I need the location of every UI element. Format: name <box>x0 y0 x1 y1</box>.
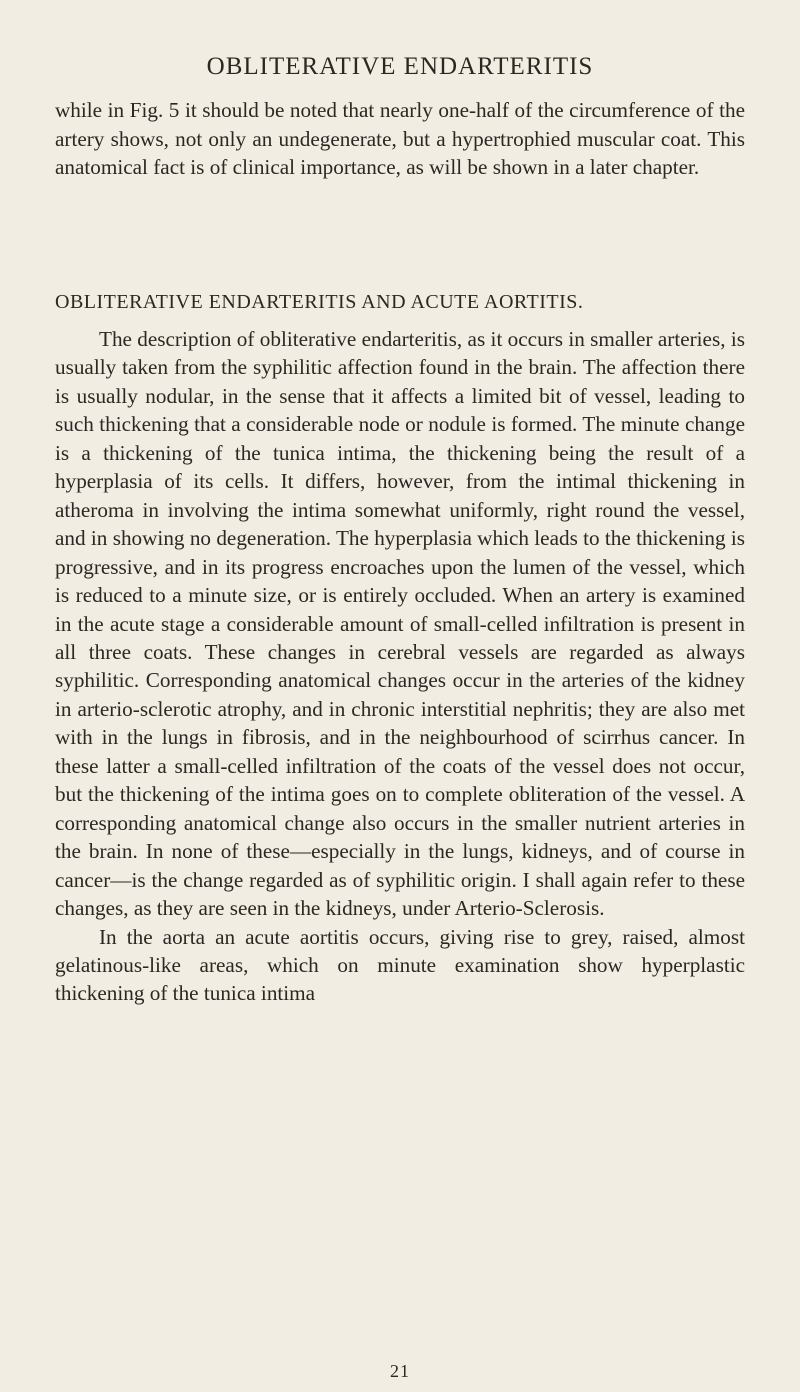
intro-paragraph-block <box>55 96 745 182</box>
section-paragraph-2: In the aorta an acute aortitis occurs, giving rise to grey, raised, almost gelatinous-like areas, which on minute examination show hyperplastic thickening of the tunica intima <box>55 924 745 1006</box>
section-body <box>55 325 745 1008</box>
section-paragraph-1: The description of obliterative endarteritis, as it occurs in smaller arteries, is usually taken from the syphilitic affection found in the brain. The affection there is usually nodular, in the sense that it affects a limited bit of vessel, leading to such thickening that a considerable node or nodule is formed. The minute change is a thickening of the tunica intima, the thickening being the result of a hyperplasia of its cells. It differs, however, from the intimal thickening in atheroma in involving the intima somewhat uniformly, right round the vessel, and in showing no degeneration. The hyperplasia which leads to the thickening is progressive, and in its progress encroaches upon the lumen of the vessel, which is reduced to a minute size, or is entirely occluded. When an artery is examined in the acute stage a considerable amount of small-celled infiltration is present in all three coats. These changes in cerebral vessels are regarded as always syphilitic. Corresponding anatomical changes occur in the arteries of the kidney in arterio-sclerotic atrophy, and in chronic interstitial nephritis; they are also met with in the lungs in fibrosis, and in the neighbourhood of scirrhus cancer. In these latter a small-celled infiltration of the coats of the vessel does not occur, but the thickening of the intima goes on to complete obliteration of the vessel. A corresponding anatomical change also occurs in the smaller nutrient arteries in the brain. In none of these—especially in the lungs, kidneys, and of course in cancer—is the change regarded as of syphilitic origin. I shall again refer to these changes, as they are seen in the kidneys, under Arterio-Sclerosis. <box>55 327 745 921</box>
page-number: 21 <box>390 1361 410 1381</box>
intro-paragraph: while in Fig. 5 it should be noted that nearly one-half of the circumference of the artery shows, not only an undegenerate, but a hypertrophied muscular coat. This anatomical fact is of clinical importance, as will be shown in a later chapter. <box>55 98 745 180</box>
section-heading: OBLITERATIVE ENDARTERITIS AND ACUTE AORTITIS. <box>55 291 584 313</box>
running-head: OBLITERATIVE ENDARTERITIS <box>206 53 594 80</box>
